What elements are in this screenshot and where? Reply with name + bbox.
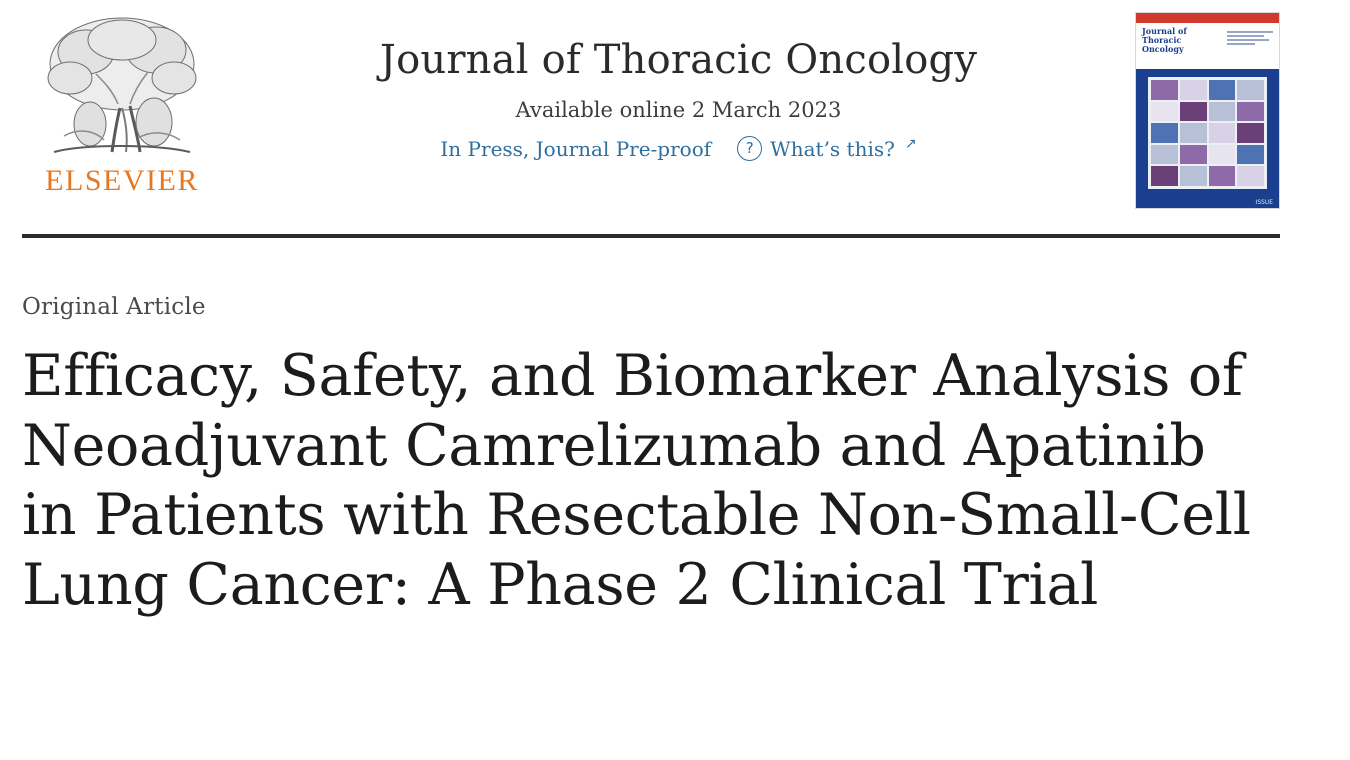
publisher-logo[interactable] <box>22 8 222 196</box>
article-block <box>0 238 1350 620</box>
elsevier-tree-logo-icon <box>34 12 210 164</box>
cover-title-text: Journal of Thoracic Oncology <box>1142 26 1187 54</box>
journal-available-online: Available online 2 March 2023 <box>515 98 842 122</box>
external-link-arrow-icon: ↗ <box>904 135 917 152</box>
journal-cover-thumbnail[interactable] <box>1135 12 1280 209</box>
cover-artwork <box>1136 69 1279 209</box>
page-title: Efficacy, Safety, and Biomarker Analysis of Neoadjuvant Camrelizumab and Apatinib in Patients with Resectable Non-Small-Cell Lung Cancer: A Phase 2 Clinical Trial <box>22 343 1251 618</box>
cover-header <box>1136 23 1279 69</box>
journal-status-row <box>222 136 1135 161</box>
cover-image-grid <box>1148 77 1267 189</box>
publisher-name: ELSEVIER <box>45 164 199 197</box>
cover-society-logo-icon <box>1227 31 1273 51</box>
whats-this-link[interactable] <box>737 136 916 161</box>
journal-title: Journal of Thoracic Oncology <box>379 37 978 83</box>
press-status-label: In Press, Journal Pre-proof <box>440 136 712 161</box>
question-mark-circle-icon: ? <box>737 136 762 161</box>
cover-top-bar <box>1136 13 1279 23</box>
journal-info <box>222 8 1135 161</box>
article-type-label: Original Article <box>22 294 206 320</box>
journal-masthead <box>0 0 1350 218</box>
whats-this-label: What’s this? <box>770 136 895 161</box>
cover-issue-label: ISSUE <box>1255 199 1273 206</box>
